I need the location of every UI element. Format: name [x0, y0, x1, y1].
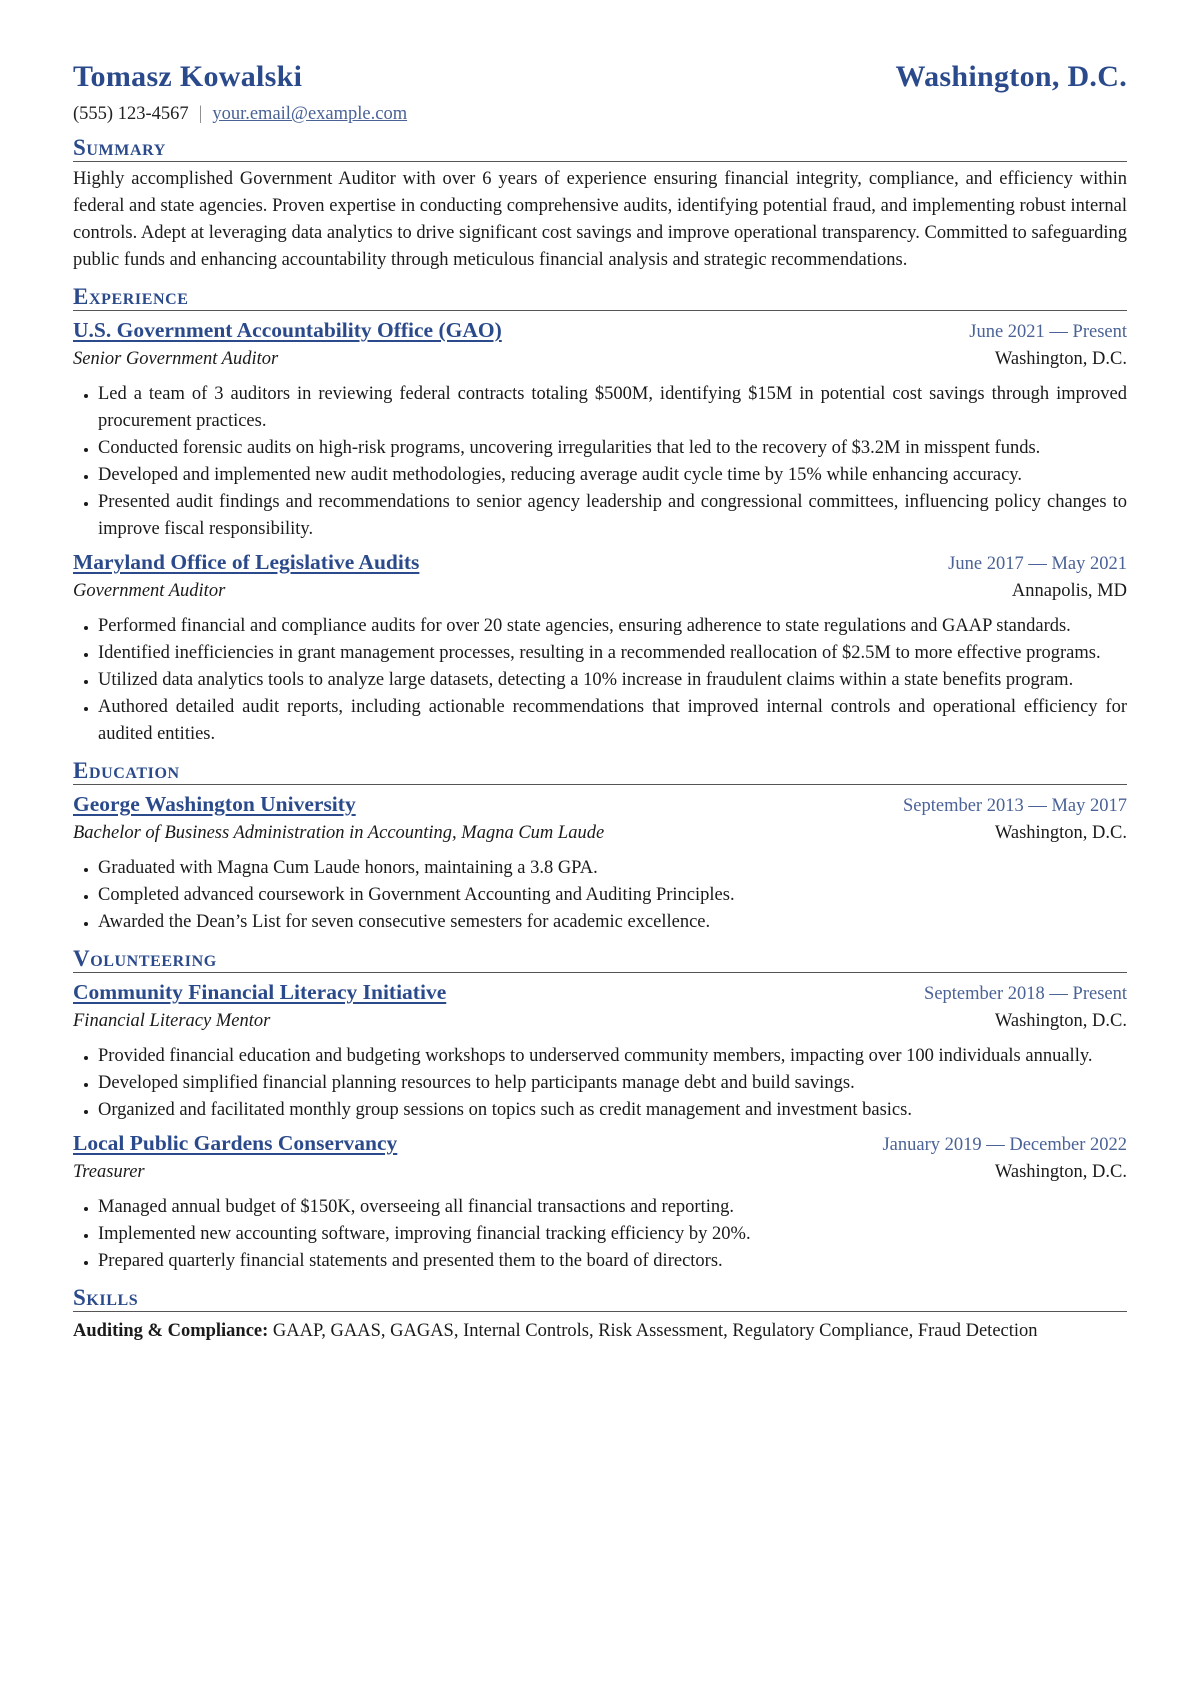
bullet-item: • Completed advanced coursework in Government Accounting and Auditing Principles.: [98, 882, 1127, 909]
entry-dates: January 2019 — December 2022: [882, 1135, 1127, 1155]
skills-section: [73, 1285, 1127, 1345]
entry-location: Washington, D.C.: [994, 823, 1127, 843]
bullet-item: • Led a team of 3 auditors in reviewing federal contracts totaling $500M, identifying $15M in potential cost savings through improved procurement practices.: [98, 381, 1127, 435]
skills-line: [73, 1318, 1127, 1345]
skill-category-label: Auditing & Compliance:: [73, 1321, 269, 1341]
summary-text: Highly accomplished Government Auditor with over 6 years of experience ensuring financial integrity, compliance, and efficiency within federal and state agencies. Proven expertise in conducting comprehensive audits, identifying potential fraud, and implementing robust internal controls. Adept at leveraging data analytics to drive significant cost savings and improve operational transparency. Committed to safeguarding public funds and enhancing accountability through meticulous financial analysis and strategic recommendations.: [73, 169, 1127, 270]
section-title-skills: Skills: [73, 1285, 1127, 1312]
skill-category-values: GAAP, GAAS, GAGAS, Internal Controls, Risk Assessment, Regulatory Compliance, Fraud Detection: [272, 1321, 1038, 1341]
entry-dates: June 2017 — May 2021: [948, 554, 1127, 574]
resume-header: [73, 60, 1127, 94]
section-title-education: Education: [73, 758, 1127, 785]
experience-entry: [73, 547, 1127, 748]
entry-location: Washington, D.C.: [994, 349, 1127, 369]
bullet-item: • Managed annual budget of $150K, overseeing all financial transactions and reporting.: [98, 1194, 1127, 1221]
experience-entry: [73, 315, 1127, 543]
bullet-list: [73, 381, 1127, 543]
volunteering-section: [73, 946, 1127, 1275]
candidate-name: Tomasz Kowalski: [73, 60, 303, 93]
volunteering-entry: [73, 1128, 1127, 1275]
entry-dates: September 2013 — May 2017: [902, 796, 1127, 816]
entry-location: Washington, D.C.: [994, 1162, 1127, 1182]
organization-link[interactable]: U.S. Government Accountability Office (GAO): [73, 318, 502, 342]
section-title-experience: Experience: [73, 284, 1127, 311]
job-title: Government Auditor: [73, 581, 226, 601]
phone-number: (555) 123-4567: [73, 104, 189, 124]
bullet-item: • Developed simplified financial planning resources to help participants manage debt and build savings.: [98, 1070, 1127, 1097]
entry-location: Washington, D.C.: [994, 1011, 1127, 1031]
bullet-item: • Performed financial and compliance audits for over 20 state agencies, ensuring adherence to state regulations and GAAP standards.: [98, 613, 1127, 640]
entry-dates: June 2021 — Present: [969, 322, 1127, 342]
contact-line: [73, 104, 1127, 125]
bullet-item: • Implemented new accounting software, improving financial tracking efficiency by 20%.: [98, 1221, 1127, 1248]
bullet-item: • Presented audit findings and recommendations to senior agency leadership and congressional committees, influencing policy changes to improve fiscal responsibility.: [98, 489, 1127, 543]
bullet-item: • Authored detailed audit reports, including actionable recommendations that improved internal controls and operational efficiency for audited entities.: [98, 694, 1127, 748]
entry-dates: September 2018 — Present: [924, 984, 1127, 1004]
organization-link[interactable]: Maryland Office of Legislative Audits: [73, 550, 420, 574]
bullet-item: • Graduated with Magna Cum Laude honors, maintaining a 3.8 GPA.: [98, 855, 1127, 882]
volunteering-entry: [73, 977, 1127, 1124]
bullet-item: • Awarded the Dean’s List for seven consecutive semesters for academic excellence.: [98, 909, 1127, 936]
education-entry: [73, 789, 1127, 936]
bullet-item: • Utilized data analytics tools to analyze large datasets, detecting a 10% increase in fraudulent claims within a state benefits program.: [98, 667, 1127, 694]
organization-link[interactable]: Local Public Gardens Conservancy: [73, 1131, 398, 1155]
experience-section: [73, 284, 1127, 748]
bullet-item: • Identified inefficiencies in grant management processes, resulting in a recommended reallocation of $2.5M to more effective programs.: [98, 640, 1127, 667]
section-title-summary: Summary: [73, 135, 1127, 162]
section-title-volunteering: Volunteering: [73, 946, 1127, 973]
bullet-list: [73, 1194, 1127, 1275]
bullet-item: • Prepared quarterly financial statements and presented them to the board of directors.: [98, 1248, 1127, 1275]
degree: Bachelor of Business Administration in Accounting, Magna Cum Laude: [73, 823, 605, 843]
education-section: [73, 758, 1127, 936]
bullet-item: • Provided financial education and budgeting workshops to underserved community members, impacting over 100 individuals annually.: [98, 1043, 1127, 1070]
header-location: Washington, D.C.: [895, 60, 1127, 93]
summary-section: [73, 135, 1127, 274]
bullet-list: [73, 613, 1127, 748]
job-title: Senior Government Auditor: [73, 349, 279, 369]
organization-link[interactable]: Community Financial Literacy Initiative: [73, 980, 447, 1004]
volunteer-role: Financial Literacy Mentor: [73, 1011, 271, 1031]
volunteer-role: Treasurer: [73, 1162, 145, 1182]
contact-separator: |: [198, 104, 203, 124]
bullet-item: • Conducted forensic audits on high-risk programs, uncovering irregularities that led to the recovery of $3.2M in misspent funds.: [98, 435, 1127, 462]
institution-link[interactable]: George Washington University: [73, 792, 356, 816]
bullet-item: • Organized and facilitated monthly group sessions on topics such as credit management and investment basics.: [98, 1097, 1127, 1124]
bullet-list: [73, 855, 1127, 936]
bullet-list: [73, 1043, 1127, 1124]
bullet-item: • Developed and implemented new audit methodologies, reducing average audit cycle time by 15% while enhancing accuracy.: [98, 462, 1127, 489]
email-link[interactable]: your.email@example.com: [212, 104, 408, 124]
entry-location: Annapolis, MD: [1011, 581, 1127, 601]
